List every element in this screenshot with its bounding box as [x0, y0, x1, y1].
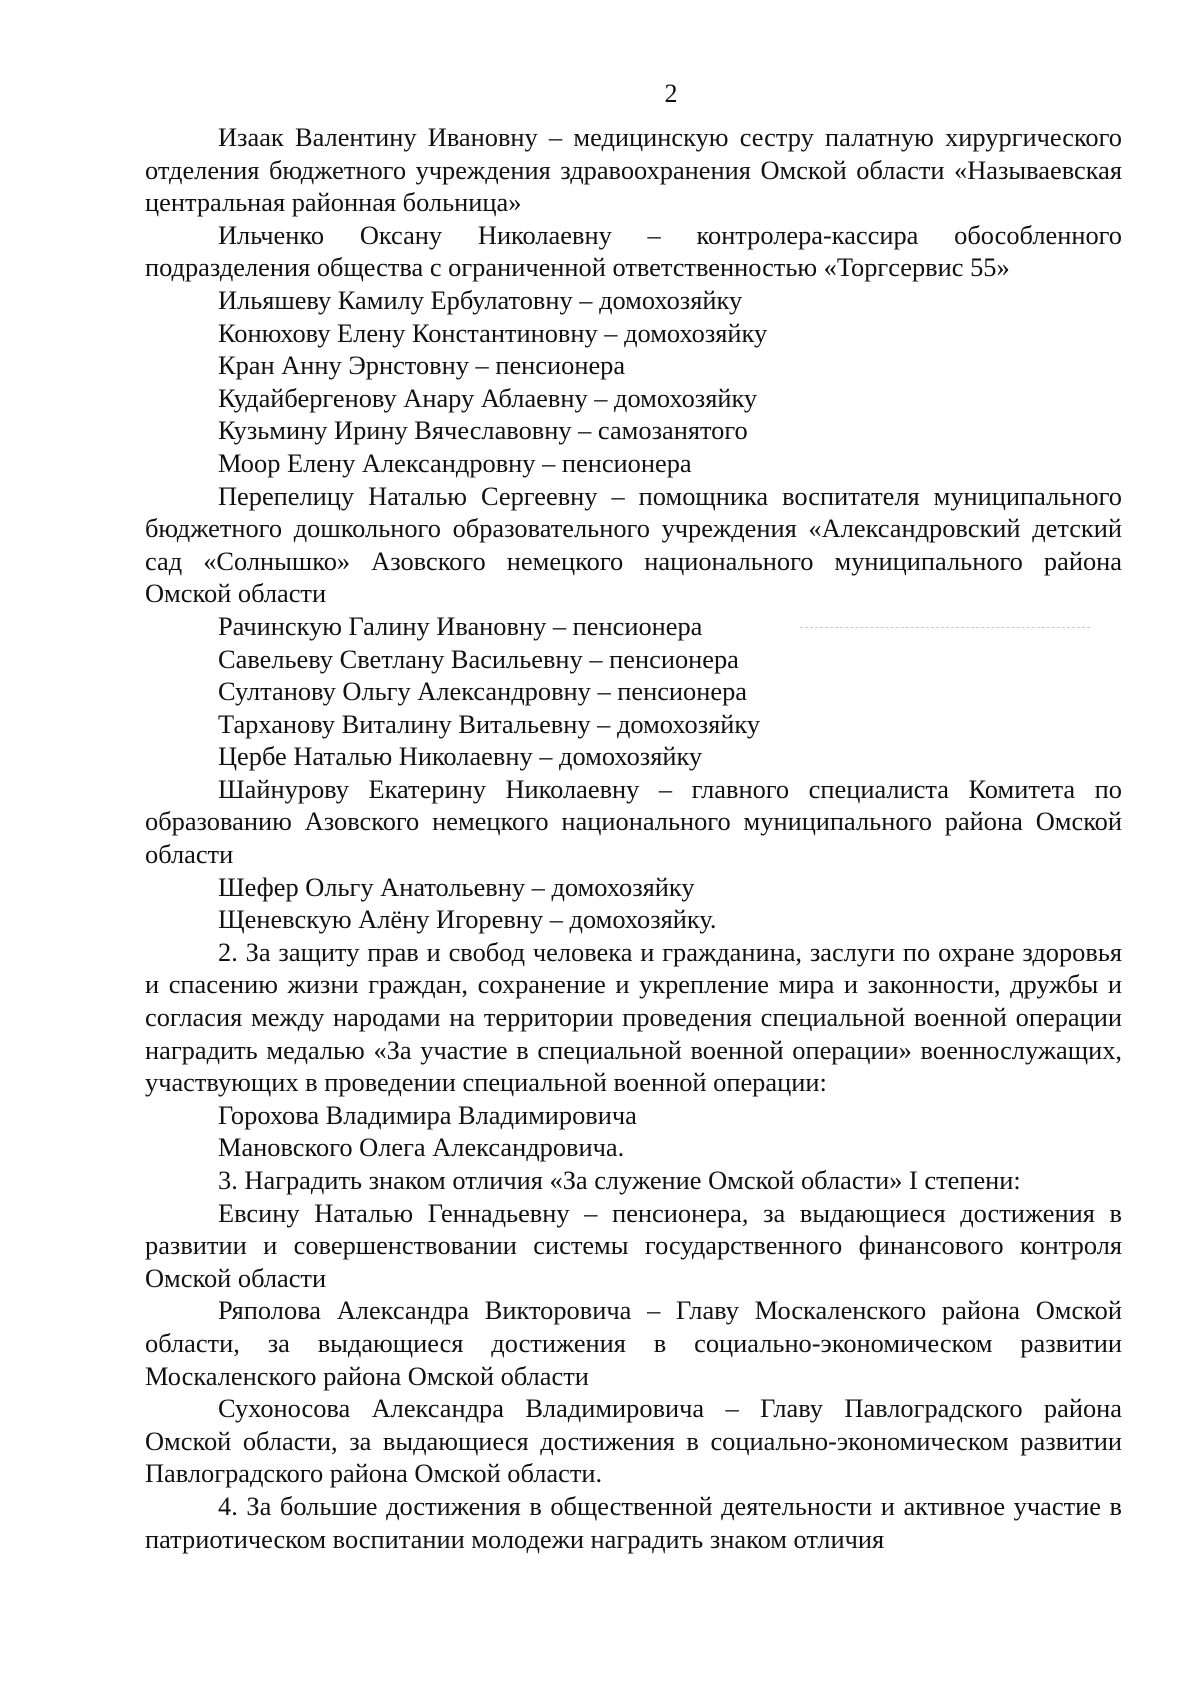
paragraph: Шайнурову Екатерину Николаевну – главного специалиста Комитета по образованию Азовского немецкого национального муниципального района Омской области: [145, 773, 1122, 870]
paragraph: Ильченко Оксану Николаевну – контролера-кассира обособленного подразделения общества с ограниченной ответственностью «Торгсервис 55»: [145, 219, 1122, 283]
paragraph: Перепелицу Наталью Сергеевну – помощника воспитателя муниципального бюджетного дошкольного образовательного учреждения «Александровский детский сад «Солнышко» Азовского немецкого национального муниципального района Омской области: [145, 480, 1122, 609]
paragraph: Евсину Наталью Геннадьевну – пенсионера, за выдающиеся достижения в развитии и совершенствовании системы государственного финансового контроля Омской области: [145, 1197, 1122, 1293]
list-item: Савельеву Светлану Васильевну – пенсионера: [218, 643, 739, 674]
paragraph: Изаак Валентину Ивановну – медицинскую сестру палатную хирургического отделения бюджетного учреждения здравоохранения Омской области «Называевская центральная районная больница»: [145, 122, 1122, 218]
list-item: Султанову Ольгу Александровну – пенсионера: [218, 676, 747, 707]
list-item: Цербе Наталью Николаевну – домохозяйку: [218, 741, 703, 772]
list-item: Кран Анну Эрнстовну – пенсионера: [218, 350, 626, 381]
list-item: Горохова Владимира Владимировича: [218, 1099, 637, 1130]
page-number: 2: [664, 79, 678, 108]
list-item: Шефер Ольгу Анатольевну – домохозяйку: [218, 871, 695, 902]
document-body: [145, 121, 1122, 1555]
list-item: Рачинскую Галину Ивановну – пенсионера: [218, 610, 703, 641]
list-item: 3. Наградить знаком отличия «За служение Омской области» I степени:: [218, 1165, 1021, 1195]
paragraph: Сухоносова Александра Владимировича – Главу Павлоградского района Омской области, за выдающиеся достижения в социально-экономическом развитии Павлоградского района Омской области.: [145, 1393, 1122, 1489]
list-item: Мановского Олега Александровича.: [218, 1132, 625, 1163]
paragraph: 2. За защиту прав и свобод человека и гражданина, заслуги по охране здоровья и спасению жизни граждан, сохранение и укрепление мира и законности, дружбы и согласия между народами на территории проведения специальной военной операции наградить медалью «За участие в специальной военной операции» военнослужащих, участвующих в проведении специальной военной операции:: [145, 936, 1122, 1098]
list-item: Ильяшеву Камилу Ербулатовну – домохозяйку: [218, 284, 743, 315]
paragraph: 4. За большие достижения в общественной деятельности и активное участие в патриотическом воспитании молодежи наградить знаком отличия: [145, 1490, 1122, 1554]
list-item: Конюхову Елену Константиновну – домохозяйку: [218, 317, 768, 348]
list-item: Кудайбергенову Анару Аблаевну – домохозяйку: [218, 382, 758, 413]
list-item: Тарханову Виталину Витальевну – домохозяйку: [218, 708, 761, 739]
paragraph: Ряполова Александра Викторовича – Главу Москаленского района Омской области, за выдающиеся достижения в социально-экономическом развитии Москаленского района Омской области: [145, 1295, 1122, 1391]
list-item: Моор Елену Александровну – пенсионера: [218, 447, 692, 478]
list-item: Щеневскую Алёну Игоревну – домохозяйку.: [218, 904, 717, 935]
list-item: Кузьмину Ирину Вячеславовну – самозанятого: [218, 415, 748, 446]
